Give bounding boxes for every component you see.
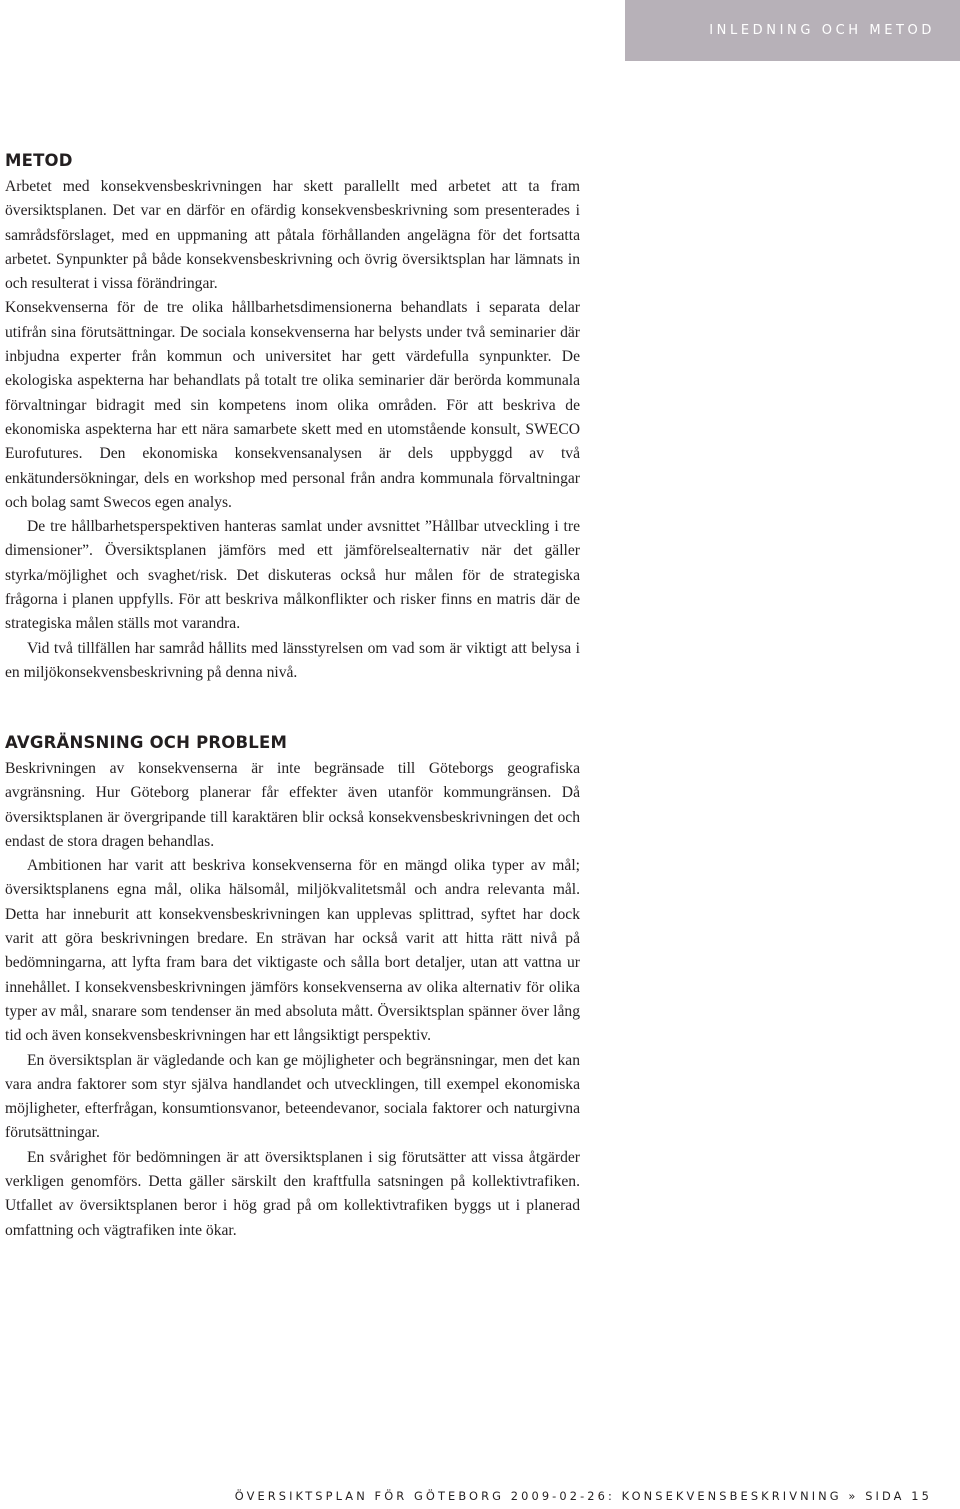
- header-section-tab: [625, 0, 960, 61]
- page-footer: ÖVERSIKTSPLAN FÖR GÖTEBORG 2009-02-26: KONSEKVENSBESKRIVNING » SIDA 15: [234, 1489, 932, 1503]
- paragraph: Beskrivningen av konsekvenserna är inte begränsade till Göteborgs geografiska avgränsning. Hur Göteborg planerar får effekter även utanför kommungränsen. Då översiktsplanen är övergripande till karaktären blir också konsekvensbeskrivningen det och endast de stora dragen behandlas.: [5, 760, 580, 850]
- section-body-avgransning: [5, 757, 580, 1243]
- paragraph: De tre hållbarhetsperspektiven hanteras samlat under avsnittet ”Hållbar utveckling i tre dimensioner”. Översiktsplanen jämförs med ett jämförelsealternativ när det gäller styrka/möjlighet och svaghet/risk. Det diskuteras också hur målen för de strategiska frågorna i planen uppfylls. För att beskriva målkonflikter och risker finns en matris där de strategiska målen ställs mot varandra.: [5, 518, 580, 633]
- paragraph: Konsekvenserna för de tre olika hållbarhetsdimensionerna behandlats i separata delar utifrån sina förutsättningar. De sociala konsekvenserna har belysts under två seminarier där inbjudna experter från kommun och universitet har gett värdefulla synpunkter. De ekologiska aspekterna har behandlats på totalt tre olika seminarier där berörda kommunala förvaltningar bidragit med sin kompetens inom olika områden. För att beskriva de ekonomiska aspekterna har ett nära samarbete skett med en utomstående konsult, SWECO Eurofutures. Den ekonomiska konsekvensanalysen är dels uppbyggd av två enkätundersökningar, dels en workshop med personal från andra kommunala förvaltningar och bolag samt Swecos egen analys.: [5, 299, 580, 511]
- section-body-metod: [5, 175, 580, 685]
- paragraph: En översiktsplan är vägledande och kan ge möjligheter och begränsningar, men det kan vara andra faktorer som styr själva handlandet och utvecklingen, till exempel ekonomiska möjligheter, efterfrågan, konsumtionsvanor, beteendevanor, sociala faktorer och naturgivna förutsättningar.: [5, 1051, 580, 1142]
- section-heading-metod: METOD: [5, 151, 73, 170]
- paragraph: Arbetet med konsekvensbeskrivningen har skett parallellt med arbetet att ta fram översiktsplanen. Det var en därför en ofärdig konsekvensbeskrivning som presenterades i samrådsförslaget, med en uppmaning att påtala förhållanden angelägna för det fortsatta arbetet. Synpunkter på både konsekvensbeskrivning och övrig översiktsplan har lämnats in och resulterat i vissa förändringar.: [5, 178, 580, 293]
- paragraph: Ambitionen har varit att beskriva konsekvenserna för en mängd olika typer av mål; översiktsplanens egna mål, olika hälsomål, miljökvalitetsmål och andra relevanta mål. Detta har inneburit att konsekvensbeskrivningen kan upplevas splittrad, syftet har dock varit att göra beskrivningen bredare. En strävan har också varit att hitta rätt nivå på bedömningarna, att lyfta fram bara det viktigaste och sålla bort detaljer, utan att vattna ur innehållet. I konsekvensbeskrivningen jämförs konsekvenserna av olika alternativ för olika typer av mål, snarare som tendenser än med absoluta mått. Översiktsplan spänner över lång tid och även konsekvensbeskrivningen har ett långsiktigt perspektiv.: [5, 857, 580, 1045]
- header-section-label: INLEDNING OCH METOD: [709, 23, 935, 38]
- paragraph: Vid två tillfällen har samråd hållits med länsstyrelsen om vad som är viktigt att belysa i en miljökonsekvensbeskrivning på denna nivå.: [5, 639, 580, 681]
- section-heading-avgransning: AVGRÄNSNING OCH PROBLEM: [5, 733, 288, 752]
- paragraph: En svårighet för bedömningen är att översiktsplanen i sig förutsätter att vissa åtgärder verkligen genomförs. Detta gäller särskilt den kraftfulla satsningen på kollektivtrafiken. Utfallet av översiktsplanen beror i hög grad på om kollektivtrafiken byggs ut i planerad omfattning och vägtrafiken inte ökar.: [5, 1148, 580, 1239]
